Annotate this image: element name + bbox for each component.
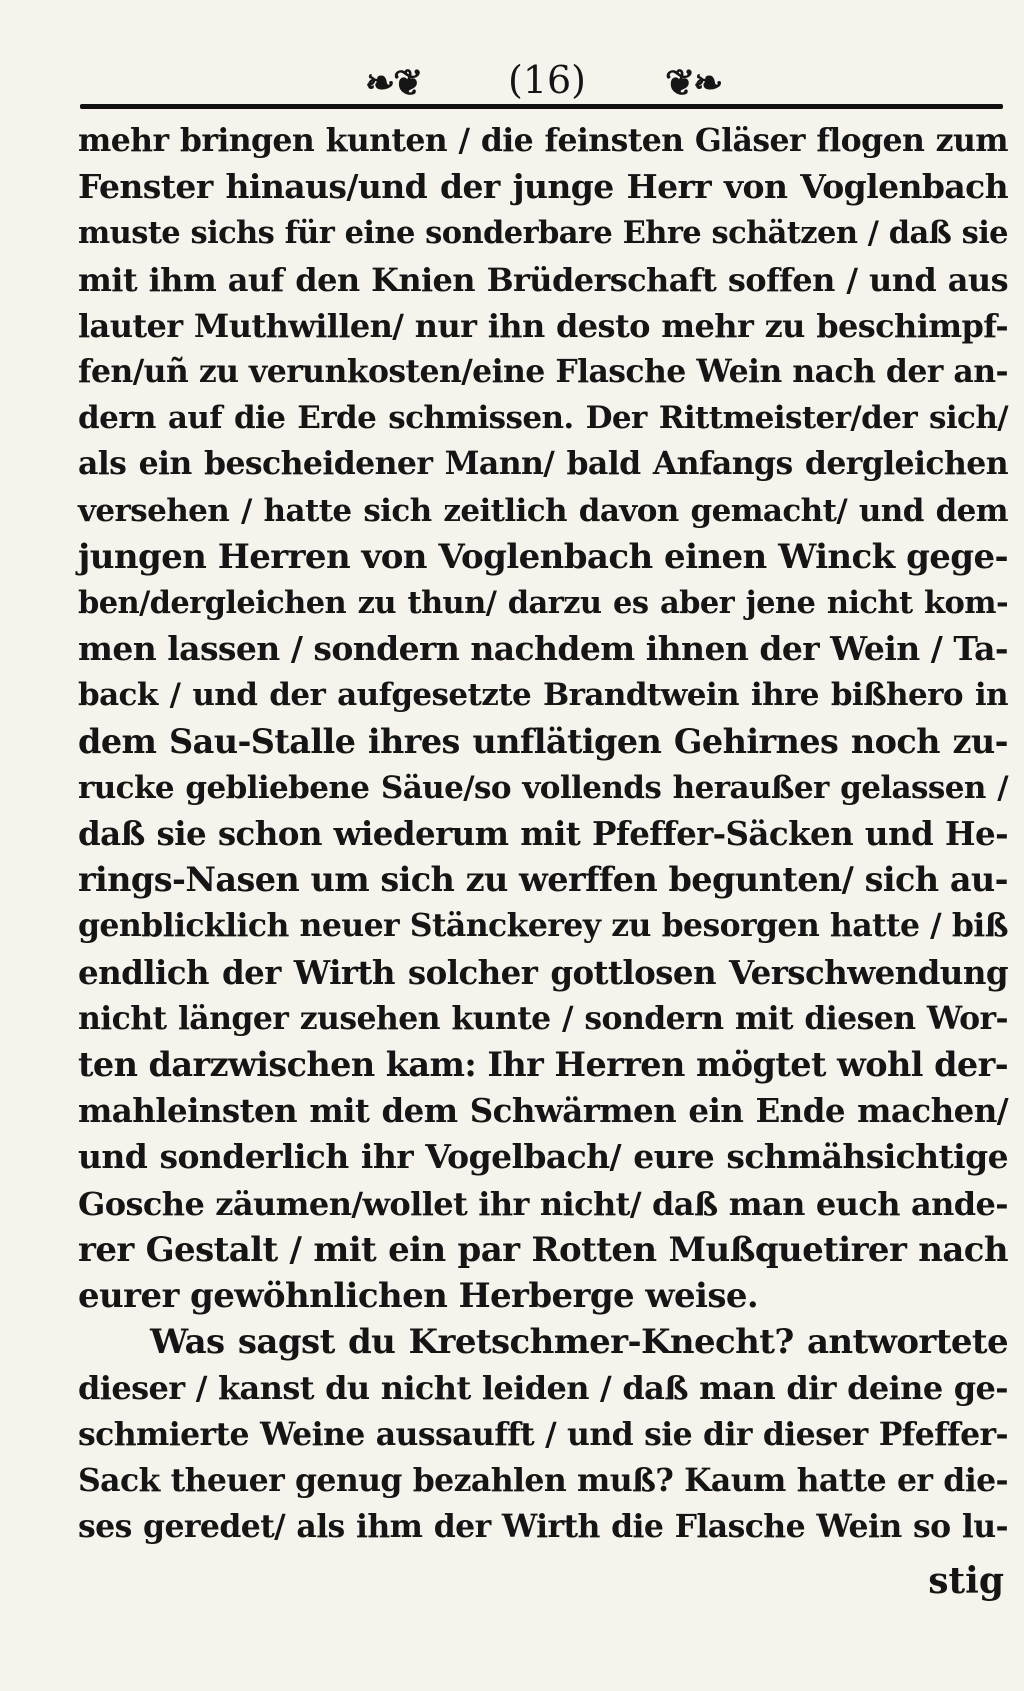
text-line: rings-Nasen um sich zu werffen begunten/ sich au- [78, 860, 1008, 900]
catchword: stig [928, 1560, 1004, 1602]
text-line: lauter Muthwillen/ nur ihn desto mehr zu beschimpf- [78, 306, 1008, 345]
text-line: mahleinsten mit dem Schwärmen ein Ende machen/ [78, 1091, 1008, 1131]
text-line: fen/uñ zu verunkosten/eine Flasche Wein nach der an- [78, 353, 1008, 391]
text-line: rer Gestalt / mit ein par Rotten Mußquetirer nach [78, 1229, 1008, 1270]
ornament-left: ❧❦ [365, 62, 422, 104]
text-line: genblicklich neuer Stänckerey zu besorgen hatte / biß [78, 907, 1008, 945]
text-line: endlich der Wirth solcher gottlosen Verschwendung [78, 952, 1008, 992]
text-line: dern auf die Erde schmissen. Der Rittmeister/der sich/ [78, 400, 1008, 437]
text-line: Sack theuer genug bezahlen muß? Kaum hatte er die- [78, 1461, 1008, 1499]
text-line: ben/dergleichen zu thun/ darzu es aber jene nicht kom- [78, 585, 1008, 622]
text-line: nicht länger zusehen kunte / sondern mit diesen Wor- [78, 999, 1008, 1037]
header-rule [80, 104, 1003, 109]
text-line: back / und der aufgesetzte Brandtwein ihre bißhero in [78, 677, 1008, 714]
text-line: rucke gebliebene Säue/so vollends heraußer gelassen / [78, 769, 1008, 806]
text-line: muste sichs für eine sonderbare Ehre schätzen / daß sie [78, 215, 1008, 252]
text-line: ten darzwischen kam: Ihr Herren mögtet wohl der- [78, 1045, 1008, 1085]
text-line: versehen / hatte sich zeitlich davon gemacht/ und dem [78, 492, 1008, 529]
page-number: (16) [508, 58, 587, 102]
text-line: und sonderlich ihr Vogelbach/ eure schmähsichtige [78, 1137, 1008, 1177]
text-line: dem Sau-Stalle ihres unflätigen Gehirnes noch zu- [78, 721, 1008, 761]
text-line: ses geredet/ als ihm der Wirth die Flasche Wein so lu- [78, 1508, 1008, 1546]
text-line: schmierte Weine aussaufft / und sie dir dieser Pfeffer- [78, 1415, 1008, 1453]
body-text [78, 118, 1008, 1550]
ornament-right: ❦❧ [665, 62, 722, 104]
text-line: mit ihm auf den Knien Brüderschaft soffen / und aus [78, 260, 1008, 299]
text-line: daß sie schon wiederum mit Pfeffer-Säcken und He- [78, 814, 1008, 854]
text-line: als ein bescheidener Mann/ bald Anfangs dergleichen [78, 445, 1008, 483]
text-line: Was sagst du Kretschmer-Knecht? antwortete [150, 1322, 1008, 1363]
text-line: men lassen / sondern nachdem ihnen der Wein / Ta- [78, 629, 1008, 669]
page-header [80, 54, 1005, 104]
text-line: Gosche zäumen/wollet ihr nicht/ daß man euch ande- [78, 1184, 1008, 1223]
text-line: eurer gewöhnlichen Herberge weise. [78, 1276, 759, 1317]
text-line: mehr bringen kunten / die feinsten Gläser flogen zum [78, 122, 1008, 159]
text-line: Fenster hinaus/und der junge Herr von Voglenbach [78, 167, 1008, 207]
text-line: dieser / kanst du nicht leiden / daß man dir deine ge- [78, 1369, 1008, 1408]
text-line: jungen Herren von Voglenbach einen Winck gege- [78, 536, 1008, 577]
